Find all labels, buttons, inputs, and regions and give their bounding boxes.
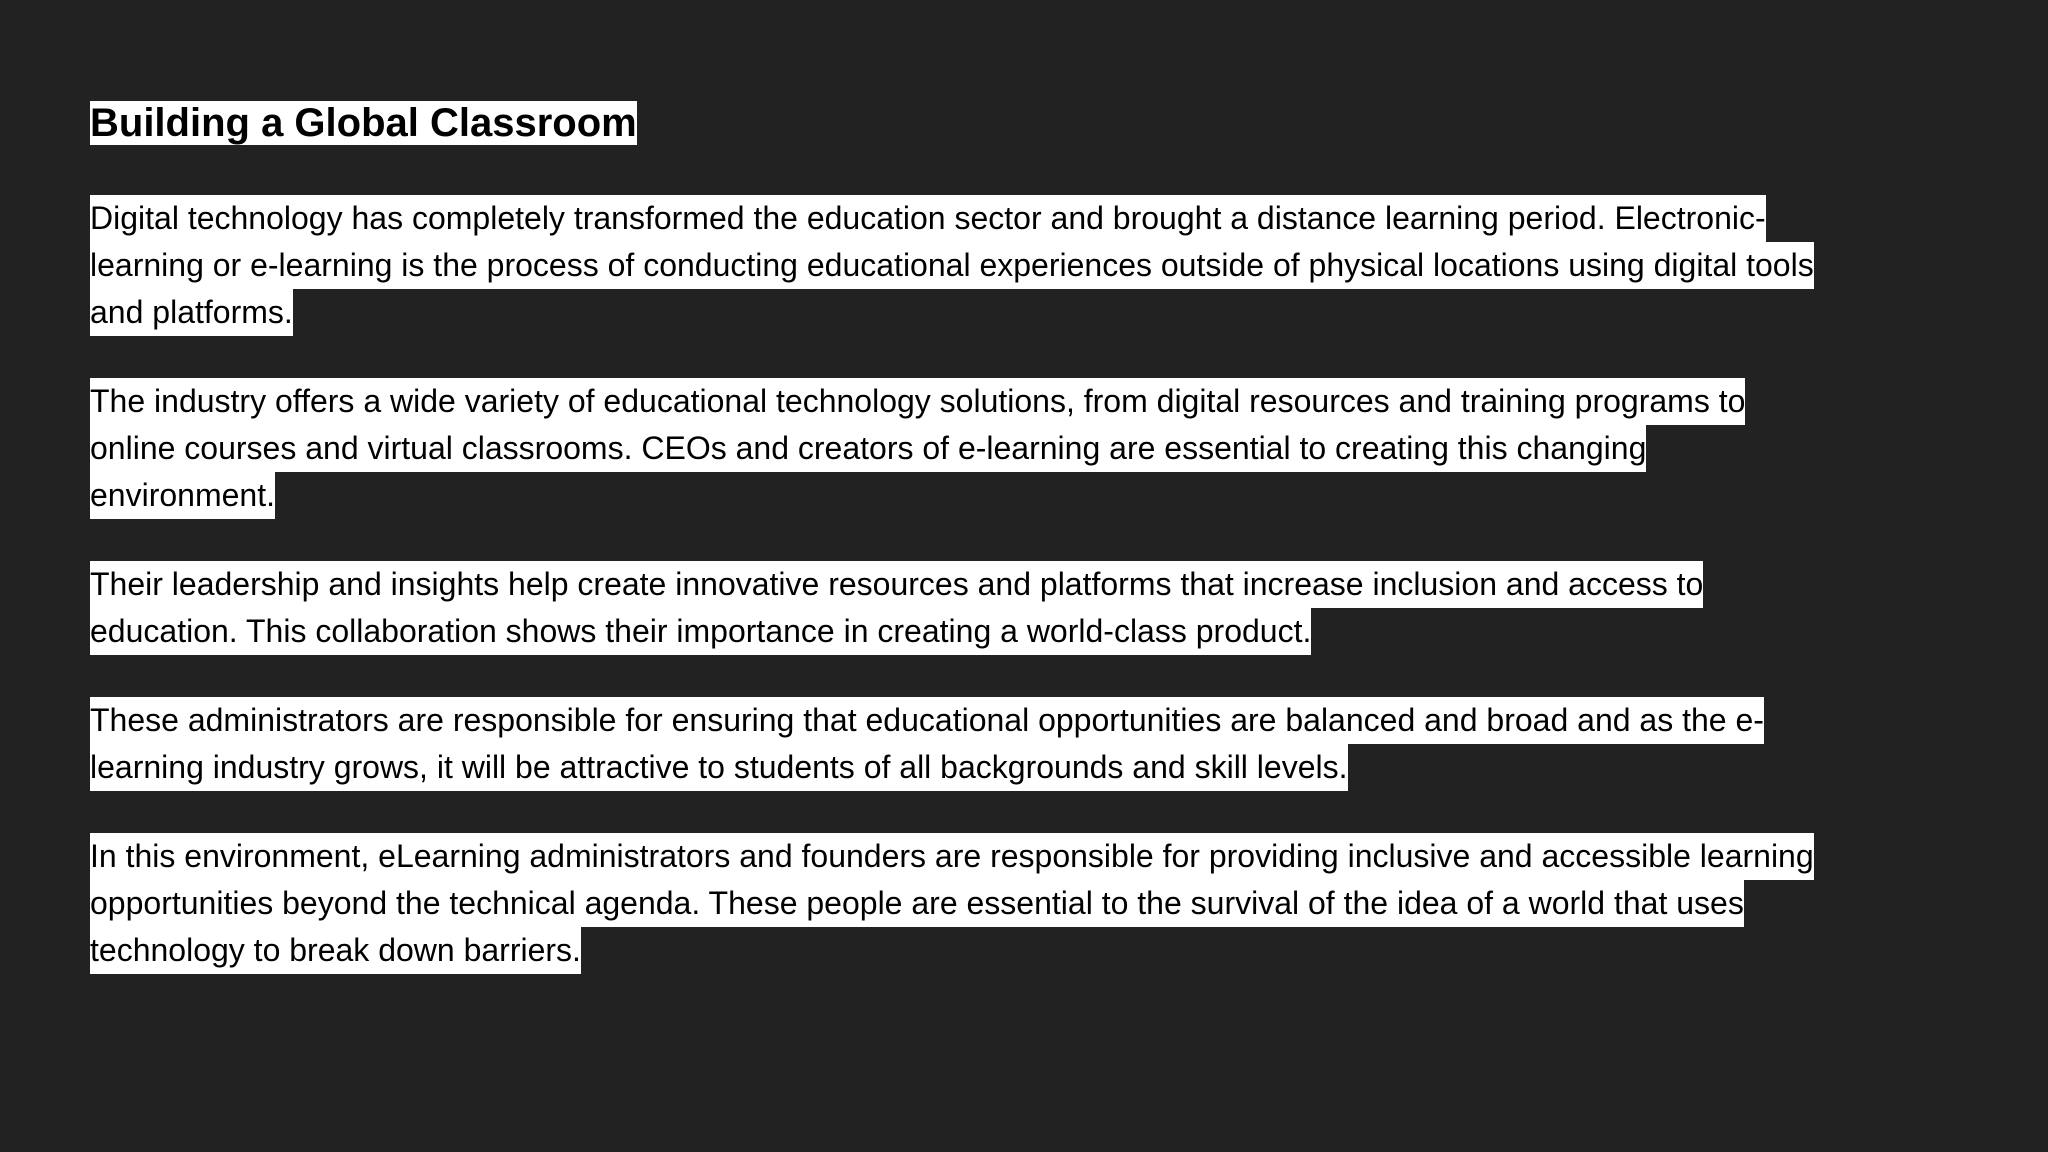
document-content	[90, 98, 1970, 1016]
paragraph-line: These administrators are responsible for ensuring that educational opportunities are balanced and broad and as the e-	[90, 697, 1764, 744]
paragraph-line: The industry offers a wide variety of educational technology solutions, from digital resources and training programs to	[90, 378, 1745, 425]
paragraph-line: Their leadership and insights help create innovative resources and platforms that increase inclusion and access to	[90, 561, 1703, 608]
paragraph-line: education. This collaboration shows their importance in creating a world-class product.	[90, 608, 1311, 655]
paragraph-line: In this environment, eLearning administrators and founders are responsible for providing inclusive and accessible learning	[90, 833, 1814, 880]
paragraph-line: technology to break down barriers.	[90, 927, 581, 974]
paragraph-line: environment.	[90, 472, 275, 519]
paragraph-line: online courses and virtual classrooms. CEOs and creators of e-learning are essential to creating this changing	[90, 425, 1646, 472]
paragraph-line: Digital technology has completely transformed the education sector and brought a distance learning period. Electronic-	[90, 195, 1766, 242]
document-title-text: Building a Global Classroom	[90, 101, 637, 145]
paragraph-2	[90, 378, 1970, 519]
paragraph-line: learning or e-learning is the process of conducting educational experiences outside of physical locations using digital tools	[90, 242, 1814, 289]
paragraph-line: and platforms.	[90, 289, 293, 336]
paragraph-4	[90, 697, 1970, 791]
document-title	[90, 98, 1970, 148]
paragraph-1	[90, 195, 1970, 336]
paragraph-line: opportunities beyond the technical agenda. These people are essential to the survival of the idea of a world that uses	[90, 880, 1744, 927]
paragraph-5	[90, 833, 1970, 974]
paragraph-3	[90, 561, 1970, 655]
paragraph-line: learning industry grows, it will be attractive to students of all backgrounds and skill levels.	[90, 744, 1348, 791]
